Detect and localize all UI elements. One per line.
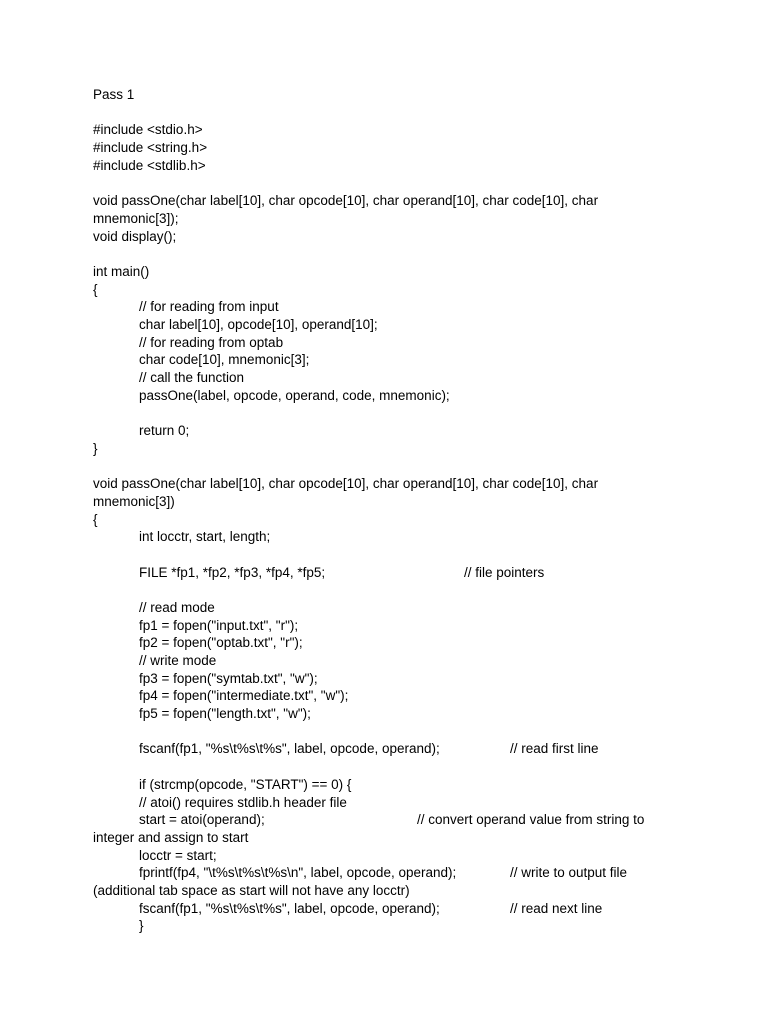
code-comment: // read first line [510, 741, 599, 757]
code-line [93, 670, 693, 688]
code-text: fprintf(fp4, "\t%s\t%s\t%s\n", label, opcode, operand); [139, 865, 457, 881]
code-line [93, 369, 693, 387]
code-text: } [93, 440, 98, 456]
code-line [93, 599, 693, 617]
blank-line [93, 104, 693, 122]
code-text: // for reading from input [139, 299, 279, 315]
code-line [93, 493, 693, 511]
code-text: #include <string.h> [93, 140, 208, 156]
code-text: int main() [93, 263, 150, 279]
code-line [93, 652, 693, 670]
code-text: { [93, 511, 98, 527]
code-line [93, 882, 693, 900]
code-line [93, 228, 693, 246]
blank-line [93, 581, 693, 599]
blank-line [93, 404, 693, 422]
code-text: FILE *fp1, *fp2, *fp3, *fp4, *fp5; [139, 564, 326, 580]
code-text: // call the function [139, 370, 245, 385]
code-text: mnemonic[3]) [93, 493, 175, 509]
code-line [93, 210, 693, 228]
code-line [93, 387, 693, 405]
code-text: // read mode [139, 599, 215, 615]
code-text: #include <stdlib.h> [93, 157, 206, 173]
code-line [93, 617, 693, 635]
code-text: fp5 = fopen("length.txt", "w"); [139, 706, 311, 722]
code-text: char code[10], mnemonic[3]; [139, 352, 310, 368]
code-text: passOne(label, opcode, operand, code, mnemonic); [139, 387, 450, 403]
code-text: // atoi() requires stdlib.h header file [139, 794, 347, 810]
code-line [93, 564, 693, 582]
code-text: void passOne(char label[10], char opcode[10], char operand[10], char code[10], char [93, 193, 599, 209]
code-text: // for reading from optab [139, 334, 284, 350]
code-comment: // write to output file [510, 865, 628, 881]
code-text: fp1 = fopen("input.txt", "r"); [139, 617, 299, 633]
code-line [93, 316, 693, 334]
code-line [93, 422, 693, 440]
code-comment: // read next line [510, 900, 603, 916]
code-text: void display(); [93, 228, 177, 244]
blank-line [93, 546, 693, 564]
code-line [93, 634, 693, 652]
code-text: #include <stdio.h> [93, 122, 203, 138]
code-line [93, 829, 693, 847]
blank-line [93, 758, 693, 776]
code-text: if (strcmp(opcode, "START") == 0) { [139, 776, 352, 792]
code-text: mnemonic[3]); [93, 210, 179, 226]
code-text: fp3 = fopen("symtab.txt", "w"); [139, 670, 318, 686]
code-line [93, 528, 693, 546]
code-line [93, 475, 693, 493]
code-line [93, 192, 693, 210]
code-line [93, 121, 693, 139]
code-text: // write mode [139, 653, 217, 668]
code-text: fscanf(fp1, "%s\t%s\t%s", label, opcode, operand); [139, 900, 440, 916]
document-title: Pass 1 [93, 87, 135, 102]
blank-line [93, 174, 693, 192]
code-line [93, 705, 693, 723]
code-comment: // file pointers [464, 564, 545, 580]
code-comment: // convert operand value from string to [417, 812, 645, 828]
code-line [93, 917, 693, 935]
blank-line [93, 457, 693, 475]
code-line [93, 334, 693, 352]
code-text: } [139, 918, 144, 934]
code-line [93, 281, 693, 299]
code-text: fp2 = fopen("optab.txt", "r"); [139, 635, 303, 651]
code-text: locctr = start; [139, 847, 217, 863]
code-text: fscanf(fp1, "%s\t%s\t%s", label, opcode, operand); [139, 741, 440, 757]
code-line [93, 864, 693, 882]
code-text: { [93, 281, 98, 297]
code-text: void passOne(char label[10], char opcode[10], char operand[10], char code[10], char [93, 476, 599, 492]
document-body [93, 86, 693, 935]
code-line [93, 776, 693, 794]
code-text: (additional tab space as start will not have any locctr) [93, 882, 410, 898]
code-line [93, 687, 693, 705]
code-listing [93, 104, 693, 935]
code-line [93, 298, 693, 316]
code-text: start = atoi(operand); [139, 812, 265, 828]
code-text: return 0; [139, 423, 190, 439]
code-line [93, 847, 693, 865]
code-text: fp4 = fopen("intermediate.txt", "w"); [139, 688, 349, 704]
code-line [93, 794, 693, 812]
code-text: integer and assign to start [93, 829, 249, 845]
code-line [93, 740, 693, 758]
code-line [93, 139, 693, 157]
code-text: int locctr, start, length; [139, 529, 271, 545]
blank-line [93, 723, 693, 741]
code-line [93, 157, 693, 175]
code-line [93, 351, 693, 369]
code-line [93, 440, 693, 458]
code-line [93, 811, 693, 829]
blank-line [93, 245, 693, 263]
code-line [93, 900, 693, 918]
code-text: char label[10], opcode[10], operand[10]; [139, 316, 378, 332]
code-line [93, 263, 693, 281]
code-line [93, 511, 693, 529]
